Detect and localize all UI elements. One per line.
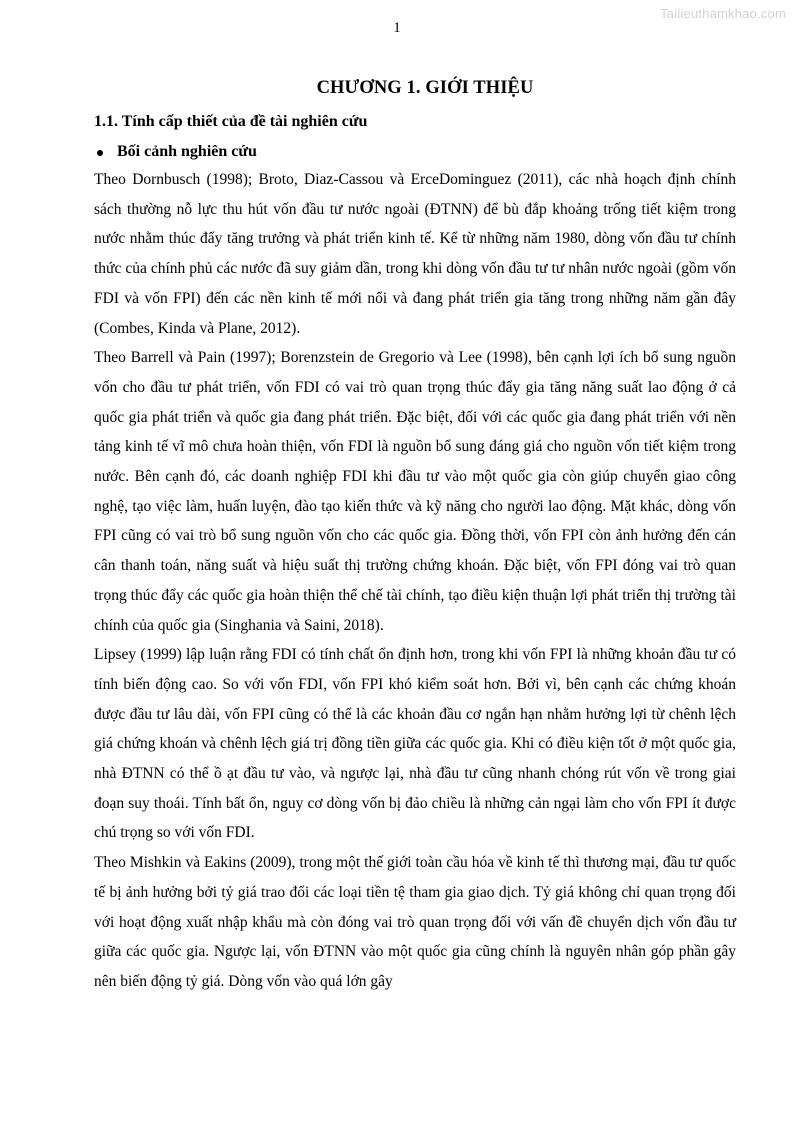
section-heading: 1.1. Tính cấp thiết của đề tài nghiên cứu [94, 113, 368, 130]
paragraph: Lipsey (1999) lập luận rằng FDI có tính chất ổn định hơn, trong khi vốn FPI là những khoản đầu tư có tính biến động cao. So với vốn FDI, vốn FPI khó kiểm soát hơn. Bởi vì, bên cạnh các chứng khoán được đầu tư lâu dài, vốn FPI cũng có thể là các khoản đầu cơ ngắn hạn nhằm hưởng lợi từ chênh lệch giá chứng khoán và chênh lệch giá trị đồng tiền giữa các quốc gia. Khi có điều kiện tốt ở một quốc gia, nhà ĐTNN có thể ồ ạt đầu tư vào, và ngược lại, nhà đầu tư cũng nhanh chóng rút vốn về trong giai đoạn suy thoái. Tính bất ổn, nguy cơ dòng vốn bị đảo chiều là những cản ngại làm cho vốn FPI ít được chú trọng so với vốn FDI. [94, 646, 736, 842]
chapter-title: CHƯƠNG 1. GIỚI THIỆU [316, 78, 534, 98]
paragraph: Theo Mishkin và Eakins (2009), trong một thế giới toàn cầu hóa về kinh tế thì thương mại, đầu tư quốc tế bị ảnh hưởng bởi tỷ giá trao đổi các loại tiền tệ tham gia giao dịch. Tỷ giá không chỉ quan trọng đối với hoạt động xuất nhập khẩu mà còn đóng vai trò quan trọng đối với vấn đề chuyển dịch vốn đầu tư giữa các quốc gia. Ngược lại, vốn ĐTNN vào một quốc gia cũng chính là nguyên nhân góp phần gây nên biến động tỷ giá. Dòng vốn vào quá lớn gây [94, 854, 736, 990]
document-body [94, 78, 736, 997]
paragraph: Theo Barrell và Pain (1997); Borenzstein de Gregorio và Lee (1998), bên cạnh lợi ích bổ sung nguồn vốn cho đầu tư phát triển, vốn FDI có vai trò quan trọng thúc đẩy gia tăng năng suất lao động ở cả quốc gia phát triển và quốc gia đang phát triển. Đặc biệt, đối với các quốc gia đang phát triển với nền tảng kinh tế vĩ mô chưa hoàn thiện, vốn FDI là nguồn bổ sung đáng giá cho nguồn vốn tiết kiệm trong nước. Bên cạnh đó, các doanh nghiệp FDI khi đầu tư vào một quốc gia còn giúp chuyển giao công nghệ, tạo việc làm, huấn luyện, đào tạo kiến thức và kỹ năng cho người lao động. Mặt khác, dòng vốn FPI cũng có vai trò bổ sung nguồn vốn cho các quốc gia. Đồng thời, vốn FPI còn ảnh hưởng đến cán cân thanh toán, năng suất và hiệu suất thị trường chứng khoán. Đặc biệt, vốn FPI đóng vai trò quan trọng thúc đẩy các quốc gia hoàn thiện thể chế tài chính, tạo điều kiện thuận lợi phát triển thị trường tài chính của quốc gia (Singhania và Saini, 2018). [94, 349, 736, 634]
bullet-heading-text: Bối cảnh nghiên cứu [117, 143, 257, 160]
bullet-icon [97, 150, 103, 156]
page-number: 1 [393, 20, 401, 36]
watermark: Tailieuthamkhao.com [660, 6, 786, 21]
paragraph: Theo Dornbusch (1998); Broto, Diaz-Cassou và ErceDominguez (2011), các nhà hoạch định chính sách thường nỗ lực thu hút vốn đầu tư nước ngoài (ĐTNN) để bù đắp khoảng trống tiết kiệm trong nước nhằm thúc đẩy tăng trưởng và phát triển kinh tế. Kể từ những năm 1980, dòng vốn đầu tư chính thức của chính phủ các nước đã suy giảm dần, trong khi dòng vốn đầu tư tư nhân nước ngoài (gồm vốn FDI và vốn FPI) đến các nền kinh tế mới nổi và đang phát triển gia tăng trong những năm gần đây (Combes, Kinda và Plane, 2012). [94, 171, 736, 337]
bullet-heading [94, 143, 736, 161]
